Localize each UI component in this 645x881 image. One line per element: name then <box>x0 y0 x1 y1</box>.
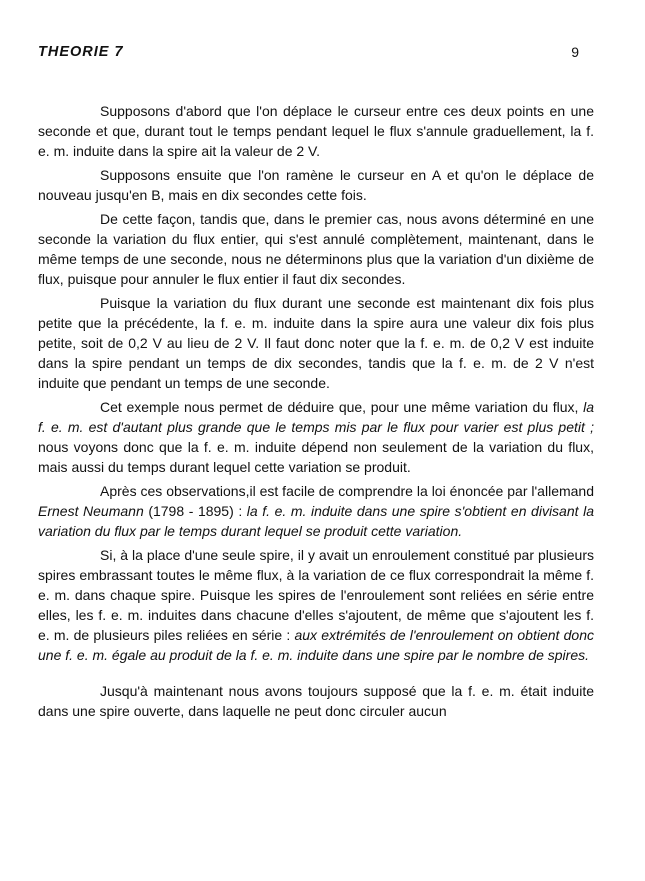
person-name: Ernest Neumann <box>38 503 144 519</box>
chapter-title: THEORIE 7 <box>38 44 124 60</box>
text-segment: Supposons ensuite que l'on ramène le curseur en A et qu'on le déplace de nouveau jusqu'en B, mais en dix secondes cette fois. <box>38 167 594 203</box>
body-text <box>38 101 594 725</box>
text-segment: Supposons d'abord que l'on déplace le curseur entre ces deux points en une seconde et que, durant tout le temps pendant lequel le flux s'annule graduellement, la f. e. m. induite dans la spire ait la valeur de 2 V. <box>38 103 594 159</box>
paragraph-3 <box>38 209 594 289</box>
paragraph-4 <box>38 293 594 393</box>
text-segment: Jusqu'à maintenant nous avons toujours supposé que la f. e. m. était induite dans une spire ouverte, dans laquelle ne peut donc circuler aucun <box>38 683 594 719</box>
emphasized-text: la f. e. m. induite dans une spire s'obtient en divisant la variation du flux par le temps durant lequel se produit cette variation. <box>38 503 594 539</box>
emphasized-text: la f. e. m. est d'autant plus grande que le temps mis par le flux pour varier est plus petit ; <box>38 399 594 435</box>
text-segment: Puisque la variation du flux durant une seconde est maintenant dix fois plus petite que la précédente, la f. e. m. induite dans la spire aura une valeur dix fois plus petite, soit de 0,2 V au lieu de 2 V. Il faut donc noter que la f. e. m. de 0,2 V est induite dans la spire pendant un temps de dix secondes, tandis que la f. e. m. de 2 V n'est induite que pendant un temps de une seconde. <box>38 295 594 391</box>
text-segment: nous voyons donc que la f. e. m. induite dépend non seulement de la variation du flux, mais aussi du temps durant lequel cette variation se produit. <box>38 439 594 475</box>
text-segment: De cette façon, tandis que, dans le premier cas, nous avons déterminé en une seconde la variation du flux entier, qui s'est annulé complètement, maintenant, dans le même temps de une seconde, nous ne déterminons plus que la variation d'un dixième de flux, puisque pour annuler le flux entier il faut dix secondes. <box>38 211 594 287</box>
text-segment: Cet exemple nous permet de déduire que, pour une même variation du flux, <box>100 399 584 415</box>
paragraph-2 <box>38 165 594 205</box>
emphasized-text: aux extrémités de l'enroulement on obtient donc une f. e. m. égale au produit de la f. e. m. induite dans une spire par le nombre de spires. <box>38 627 594 663</box>
paragraph-5 <box>38 397 594 477</box>
text-segment: (1798 - 1895) : <box>143 503 247 519</box>
paragraph-1 <box>38 101 594 161</box>
paragraph-8 <box>38 681 594 721</box>
paragraph-6 <box>38 481 594 541</box>
text-segment: Après ces observations,il est facile de comprendre la loi énoncée par l'allemand <box>100 483 594 499</box>
paragraph-7 <box>38 545 594 665</box>
page-header <box>38 44 579 64</box>
text-segment: Si, à la place d'une seule spire, il y avait un enroulement constitué par plusieurs spires embrassant toutes le même flux, à la variation de ce flux correspondrait la même f. e. m. dans chaque spire. Puisque les spires de l'enroulement sont reliées en série entre elles, les f. e. m. induites dans chacune d'elles s'ajoutent, de même que s'ajoutent les f. e. m. de plusieurs piles reliées en série : <box>38 547 594 643</box>
page-number: 9 <box>571 44 579 60</box>
